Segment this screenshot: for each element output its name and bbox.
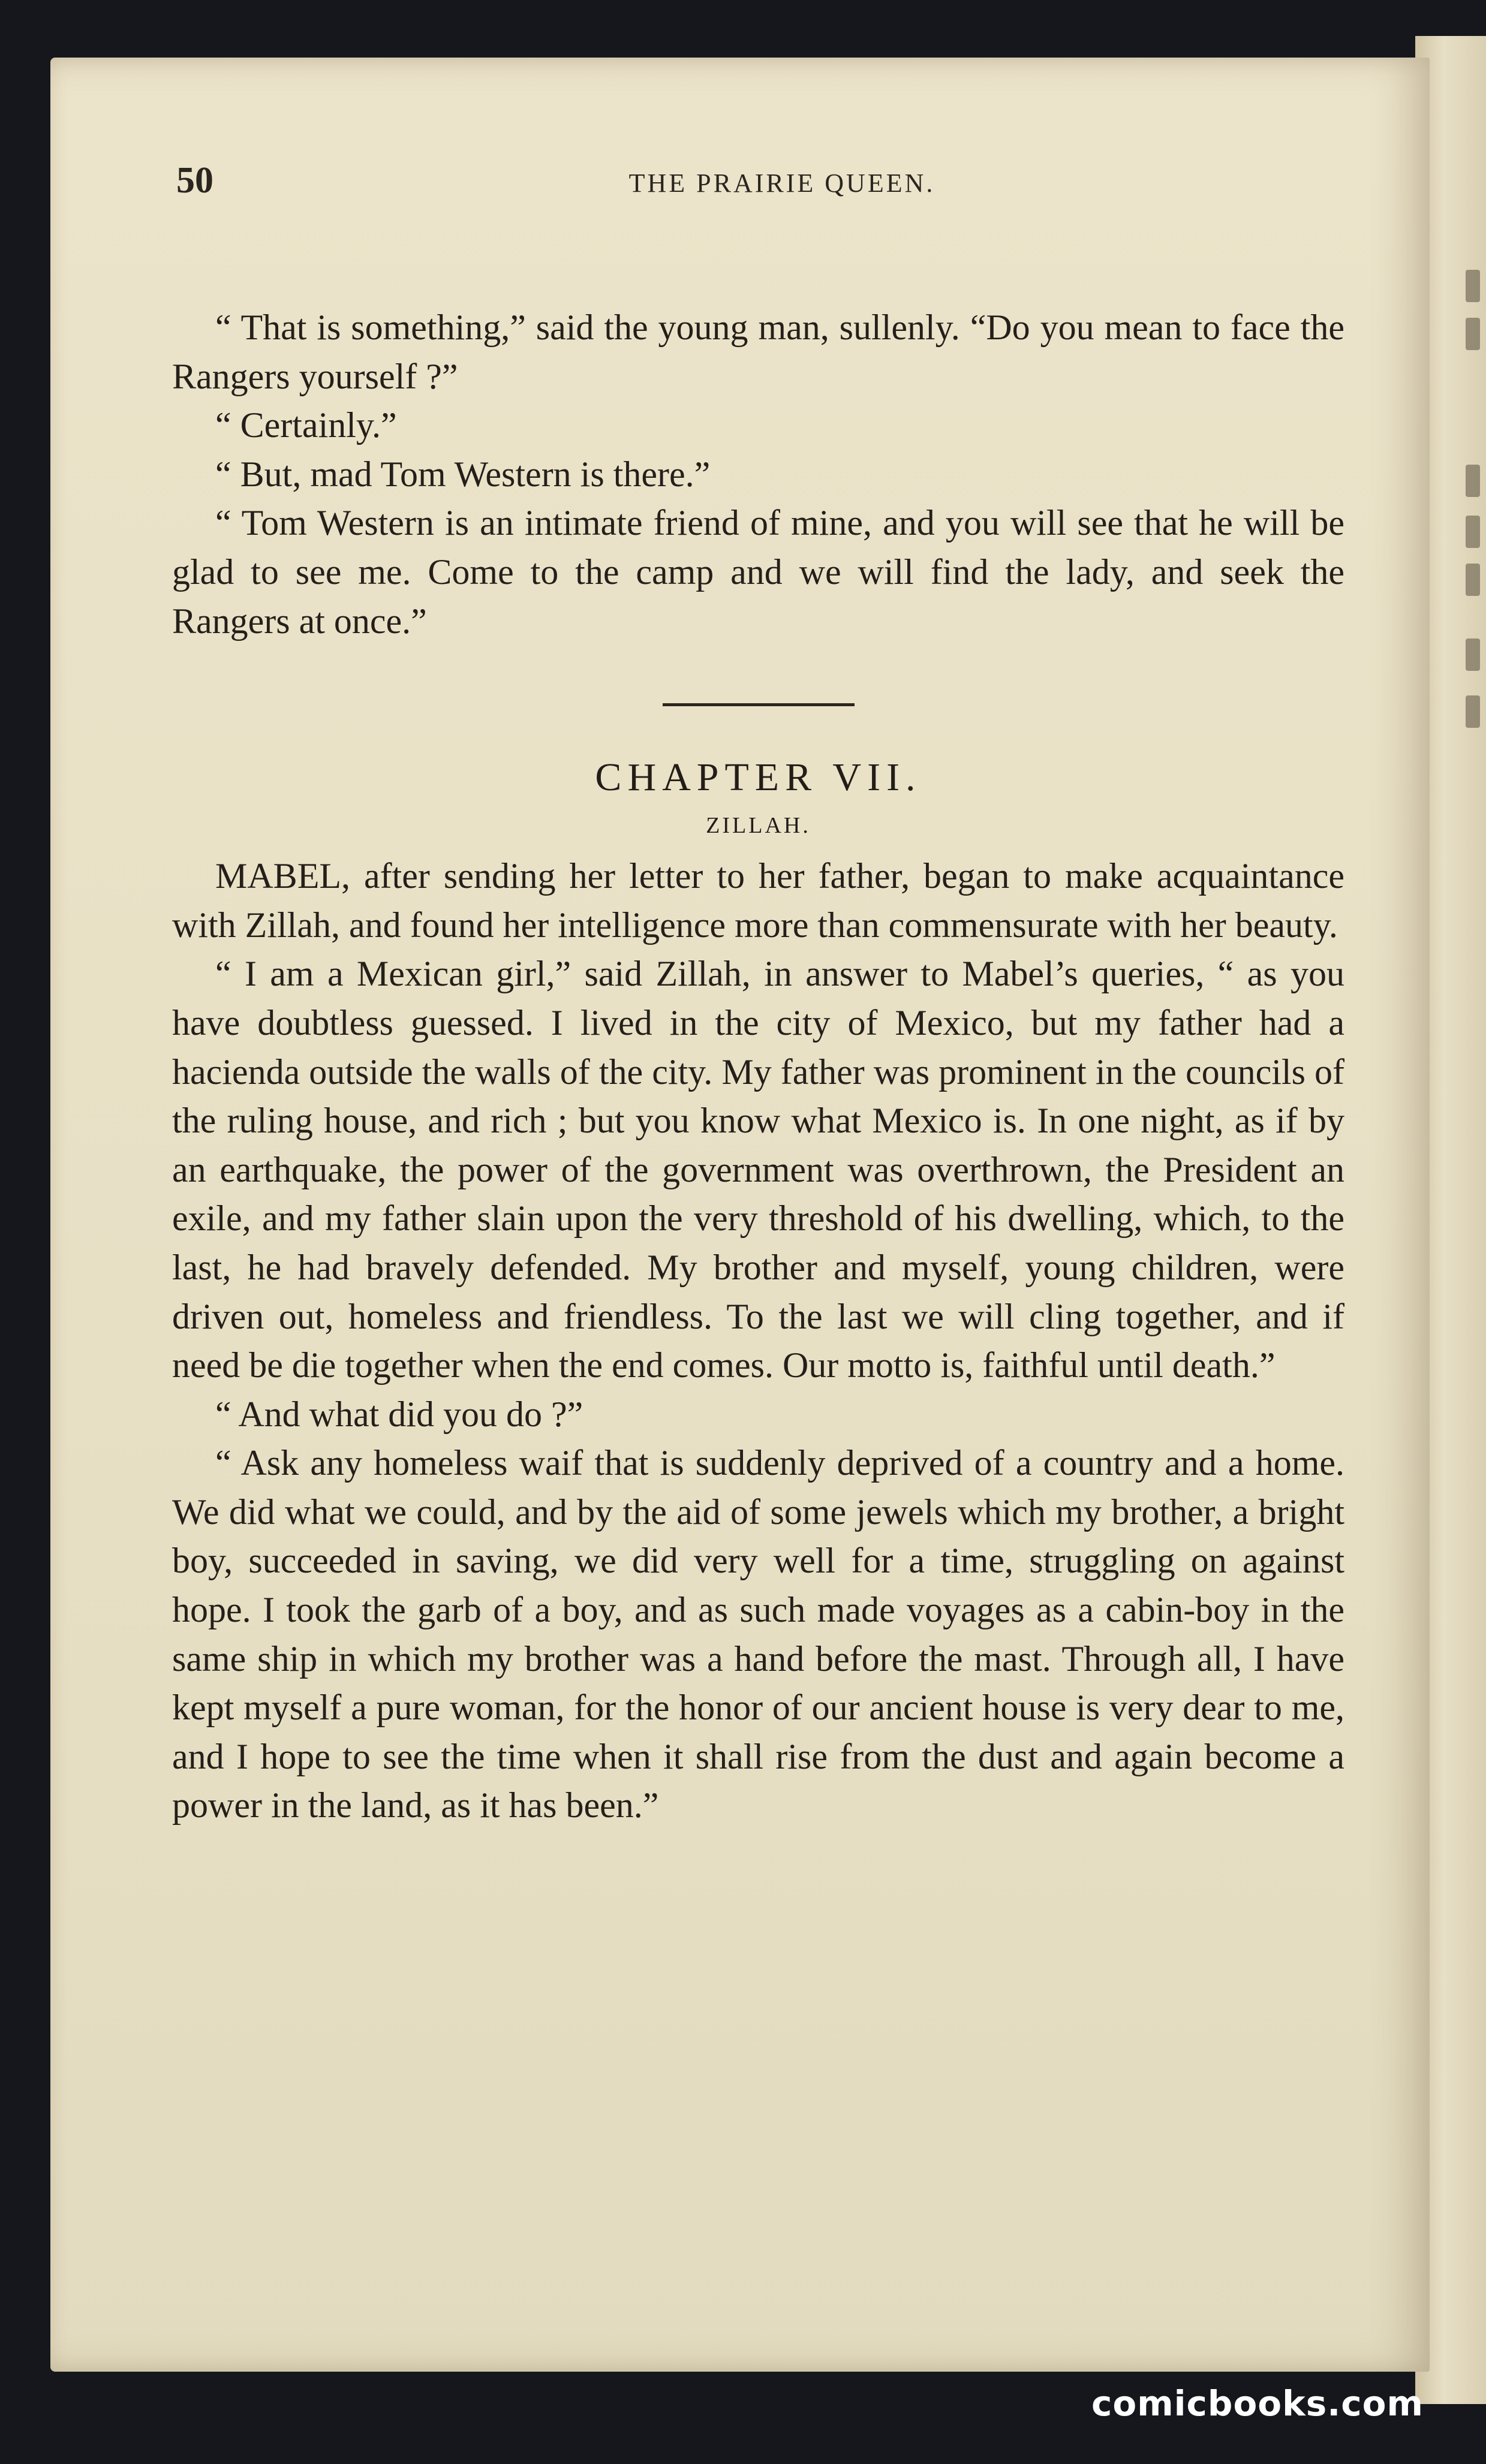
page-header: [176, 159, 1388, 219]
facing-page-glyph: [1466, 638, 1480, 671]
section-divider: [172, 646, 1344, 748]
page-text: [172, 303, 1344, 1830]
chapter-title: CHAPTER VII.: [595, 755, 922, 800]
facing-page-glyph: [1466, 695, 1480, 728]
watermark: comicbooks.com: [1091, 2383, 1424, 2424]
paragraph: “ Ask any homeless waif that is suddenly deprived of a country and a home. We did what we could, and by the aid of some jewels which my brother, a bright boy, succeeded in saving, we did very well for a time, struggling on against hope. I took the garb of a boy, and as such made voyages as a cabin-boy in the same ship in which my brother was a hand before the mast. Through all, I have kept myself a pure woman, for the honor of our ancient house is very dear to me, and I hope to see the time when it shall rise from the dust and again become a power in the land, as it has been.”: [172, 1443, 1344, 1826]
paragraph: “ And what did you do ?”: [215, 1394, 583, 1434]
facing-page-glyph: [1466, 318, 1480, 350]
divider-rule: [663, 703, 855, 706]
chapter-subtitle: ZILLAH.: [706, 813, 811, 839]
paragraph: “ Certainly.”: [215, 405, 397, 445]
facing-page-glyph: [1466, 516, 1480, 548]
book-page: [50, 58, 1430, 2372]
page-number: 50: [176, 160, 213, 201]
facing-page-glyph: [1466, 564, 1480, 596]
paragraph: “ But, mad Tom Western is there.”: [215, 454, 711, 494]
paragraph: “ That is something,” said the young man, sullenly. “Do you mean to face the Rangers yourself ?”: [172, 308, 1344, 396]
paragraph: “ Tom Western is an intimate friend of mine, and you will see that he will be glad to see me. Come to the camp and we will find the lady, and seek the Rangers at once.”: [172, 503, 1344, 641]
paragraph: MABEL, after sending her letter to her father, began to make acquaintance with Zillah, and found her intelligence more than commensurate with her beauty.: [172, 856, 1344, 945]
facing-page-glyph: [1466, 465, 1480, 497]
facing-page-glyph: [1466, 270, 1480, 302]
paragraph: “ I am a Mexican girl,” said Zillah, in answer to Mabel’s queries, “ as you have doubtless guessed. I lived in the city of Mexico, but my father had a hacienda outside the walls of the city. My father was prominent in the councils of the ruling house, and rich ; but you know what Mexico is. In one night, as if by an earthquake, the power of the government was overthrown, the President an exile, and my father slain upon the very threshold of his dwelling, which, to the last, he had bravely defended. My brother and myself, young children, were driven out, homeless and friendless. To the last we will cling together, and if need be die together when the end comes. Our motto is, faithful until death.”: [172, 954, 1344, 1385]
running-head: THE PRAIRIE QUEEN.: [628, 168, 935, 198]
